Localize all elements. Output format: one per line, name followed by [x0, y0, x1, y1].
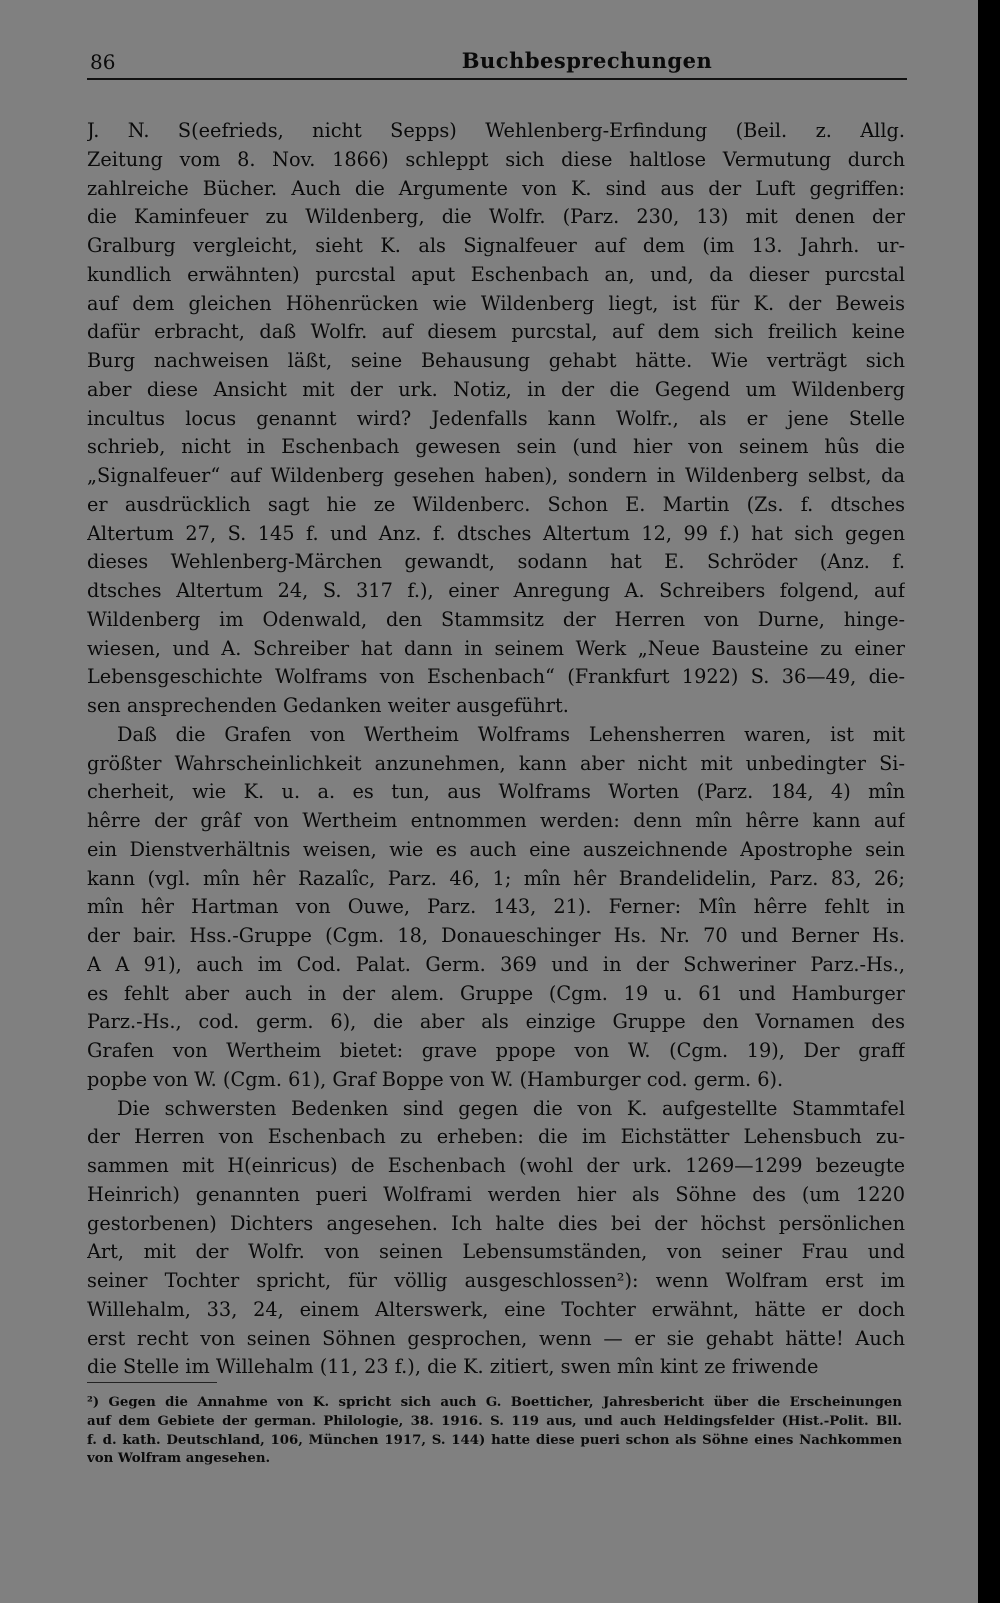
body-line: wiesen, und A. Schreiber hat dann in seinem Werk „Neue Bausteine zu einer — [87, 636, 905, 660]
body-line: Parz.-Hs., cod. germ. 6), die aber als einzige Gruppe den Vornamen des — [87, 1010, 905, 1034]
footnote-line: auf dem Gebiete der german. Philologie, 38. 1916. S. 119 aus, und auch Heldingsfelder (Hist.-Polit. Bll. — [87, 1413, 902, 1429]
body-line: Willehalm, 33, 24, einem Alterswerk, eine Tochter erwähnt, hätte er doch — [87, 1297, 905, 1321]
body-line: die Stelle im Willehalm (11, 23 f.), die K. zitiert, swen mîn kint ze friwende — [87, 1355, 819, 1379]
body-line: kann (vgl. mîn hêr Razalîc, Parz. 46, 1; mîn hêr Brandelidelin, Parz. 83, 26; — [87, 866, 905, 890]
body-line: dtsches Altertum 24, S. 317 f.), einer Anregung A. Schreibers folgend, auf — [87, 579, 905, 602]
body-line: sammen mit H(einricus) de Eschenbach (wohl der urk. 1269—1299 bezeugte — [87, 1154, 905, 1177]
body-line: dieses Wehlenberg-Märchen gewandt, sodann hat E. Schröder (Anz. f. — [87, 550, 905, 574]
body-line: auf dem gleichen Höhenrücken wie Wildenberg liegt, ist für K. der Beweis — [87, 291, 905, 315]
body-line: hêrre der grâf von Wertheim entnommen werden: denn mîn hêrre kann auf — [87, 809, 905, 832]
body-line: erst recht von seinen Söhnen gesprochen, wenn — er sie gehabt hätte! Auch — [87, 1326, 905, 1350]
body-line: Zeitung vom 8. Nov. 1866) schleppt sich diese haltlose Vermutung durch — [87, 147, 905, 171]
body-line: aber diese Ansicht mit der urk. Notiz, in der die Gegend um Wildenberg — [87, 377, 905, 401]
body-line: es fehlt aber auch in der alem. Gruppe (Cgm. 19 u. 61 und Hamburger — [87, 981, 905, 1005]
body-line: größter Wahrscheinlichkeit anzunehmen, kann aber nicht mit unbedingter Si- — [87, 751, 905, 775]
body-line: incultus locus genannt wird? Jedenfalls kann Wolfr., als er jene Stelle — [87, 406, 905, 430]
body-line: Die schwersten Bedenken sind gegen die von K. aufgestellte Stammtafel — [117, 1096, 905, 1120]
body-line: cherheit, wie K. u. a. es tun, aus Wolframs Worten (Parz. 184, 4) mîn — [87, 780, 905, 804]
body-line: J. N. S(eefrieds, nicht Sepps) Wehlenberg-Erfindung (Beil. z. Allg. — [87, 119, 905, 142]
body-line: der Herren von Eschenbach zu erheben: die im Eichstätter Lehensbuch zu- — [87, 1125, 905, 1149]
body-line: Art, mit der Wolfr. von seinen Lebensumständen, von seiner Frau und — [87, 1240, 905, 1264]
running-title: Buchbesprechungen — [461, 48, 713, 73]
body-line: Wildenberg im Odenwald, den Stammsitz der Herren von Durne, hinge- — [87, 607, 905, 631]
body-line: popbe von W. (Cgm. 61), Graf Boppe von W. (Hamburger cod. germ. 6). — [87, 1067, 784, 1091]
footnote — [87, 1394, 902, 1469]
body-line: Grafen von Wertheim bietet: grave ppope von W. (Cgm. 19), Der graff — [87, 1039, 905, 1062]
body-line: zahlreiche Bücher. Auch die Argumente von K. sind aus der Luft gegriffen: — [87, 176, 905, 200]
body-line: die Kaminfeuer zu Wildenberg, die Wolfr. (Parz. 230, 13) mit denen der — [87, 205, 905, 229]
footnote-rule — [87, 1382, 217, 1383]
body-line: „Signalfeuer“ auf Wildenberg gesehen haben), sondern in Wildenberg selbst, da — [87, 464, 905, 487]
body-line: Burg nachweisen läßt, seine Behausung gehabt hätte. Wie verträgt sich — [87, 349, 905, 372]
body-line: Heinrich) genannten pueri Wolframi werden hier als Söhne des (um 1220 — [87, 1182, 905, 1206]
body-line: Lebensgeschichte Wolframs von Eschenbach“ (Frankfurt 1922) S. 36—49, die- — [87, 665, 905, 689]
body-line: der bair. Hss.-Gruppe (Cgm. 18, Donaueschinger Hs. Nr. 70 und Berner Hs. — [87, 924, 905, 947]
footnote-line: f. d. kath. Deutschland, 106, München 1917, S. 144) hatte diese pueri schon als Söhne eines Nachkommen — [87, 1432, 902, 1448]
footnote-line: ²) Gegen die Annahme von K. spricht sich auch G. Boetticher, Jahresbericht über die Erscheinungen — [87, 1395, 902, 1410]
footnote-line: von Wolfram angesehen. — [87, 1451, 271, 1467]
body-line: Daß die Grafen von Wertheim Wolframs Lehensherren waren, ist mit — [117, 722, 905, 746]
body-line: dafür erbracht, daß Wolfr. auf diesem purcstal, auf dem sich freilich keine — [87, 320, 905, 344]
body-line: mîn hêr Hartman von Ouwe, Parz. 143, 21). Ferner: Mîn hêrre fehlt in — [87, 895, 905, 919]
body-line: sen ansprechenden Gedanken weiter ausgeführt. — [87, 694, 569, 717]
body-line: schrieb, nicht in Eschenbach gewesen sein (und hier von seinem hûs die — [87, 435, 905, 459]
body-line: Altertum 27, S. 145 f. und Anz. f. dtsches Altertum 12, 99 f.) hat sich gegen — [87, 521, 905, 545]
page-number: 86 — [90, 50, 116, 74]
body-line: seiner Tochter spricht, für völlig ausgeschlossen²): wenn Wolfram erst im — [87, 1269, 905, 1292]
body-line: kundlich erwähnten) purcstal aput Eschenbach an, und, da dieser purcstal — [87, 262, 905, 286]
body-line: Gralburg vergleicht, sieht K. als Signalfeuer auf dem (im 13. Jahrh. ur- — [87, 234, 905, 257]
body-line: A A 91), auch im Cod. Palat. Germ. 369 und in der Schweriner Parz.-Hs., — [87, 952, 905, 976]
body-text — [87, 117, 905, 1382]
body-line: er ausdrücklich sagt hie ze Wildenberc. Schon E. Martin (Zs. f. dtsches — [87, 492, 905, 516]
body-line: ein Dienstverhältnis weisen, wie es auch eine auszeichnende Apostrophe sein — [87, 837, 905, 861]
header-rule — [87, 78, 907, 80]
body-line: gestorbenen) Dichters angesehen. Ich halte dies bei der höchst persönlichen — [87, 1211, 905, 1235]
